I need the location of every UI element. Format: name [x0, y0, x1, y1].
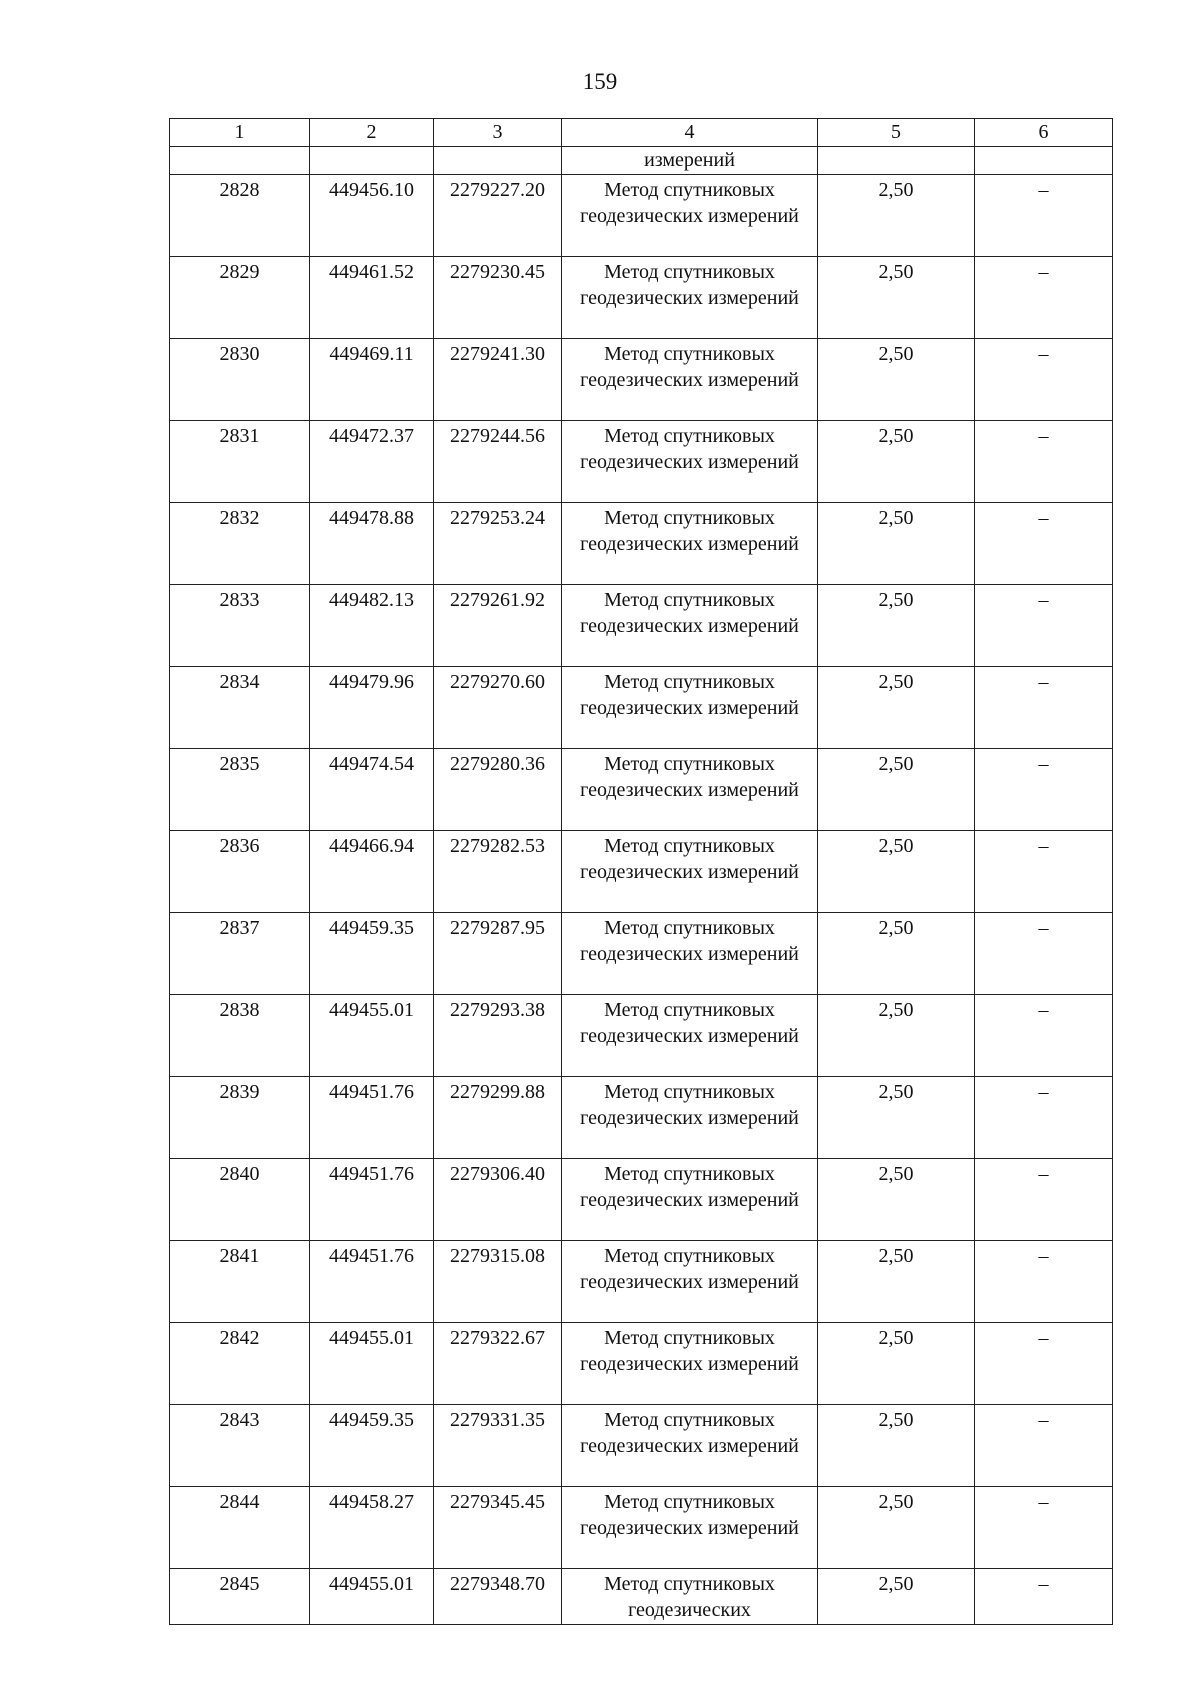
method-cell: [562, 1569, 818, 1625]
x-coordinate-cell: 449451.76: [310, 1241, 434, 1323]
point-number-cell: 2845: [170, 1569, 310, 1625]
error-value-cell: 2,50: [818, 1241, 975, 1323]
method-text: Метод спутниковых геодезических измерений: [580, 671, 799, 719]
method-text: Метод спутниковых геодезических измерений: [580, 835, 799, 883]
y-coordinate-cell: 2279230.45: [434, 257, 562, 339]
page-number: 159: [582, 69, 618, 94]
method-text: Метод спутниковых геодезических измерений: [580, 179, 799, 227]
point-number-cell: 2843: [170, 1405, 310, 1487]
method-cell: [562, 1405, 818, 1487]
point-number-cell: 2830: [170, 339, 310, 421]
table-row: [170, 1241, 1113, 1323]
error-value-cell: 2,50: [818, 1405, 975, 1487]
method-cell: [562, 1323, 818, 1405]
x-coordinate-cell: 449455.01: [310, 1323, 434, 1405]
note-cell: –: [975, 503, 1113, 585]
y-coordinate-cell: 2279322.67: [434, 1323, 562, 1405]
error-value-cell: 2,50: [818, 995, 975, 1077]
note-cell: –: [975, 339, 1113, 421]
method-text: Метод спутниковых геодезических измерений: [580, 425, 799, 473]
point-number-cell: 2833: [170, 585, 310, 667]
note-cell: –: [975, 585, 1113, 667]
note-cell: –: [975, 995, 1113, 1077]
method-cell: [562, 339, 818, 421]
note-cell: –: [975, 1405, 1113, 1487]
y-coordinate-cell: 2279244.56: [434, 421, 562, 503]
x-coordinate-cell: 449455.01: [310, 1569, 434, 1625]
note-cell: –: [975, 831, 1113, 913]
table-row: [170, 1569, 1113, 1625]
method-cell: [562, 257, 818, 339]
coordinates-table: [169, 118, 1113, 1625]
error-value-cell: 2,50: [818, 913, 975, 995]
x-cell: [310, 147, 434, 175]
note-cell: –: [975, 421, 1113, 503]
y-coordinate-cell: 2279227.20: [434, 175, 562, 257]
note-cell: –: [975, 1323, 1113, 1405]
method-cell: [562, 1487, 818, 1569]
x-coordinate-cell: 449458.27: [310, 1487, 434, 1569]
error-value-cell: 2,50: [818, 339, 975, 421]
x-coordinate-cell: 449469.11: [310, 339, 434, 421]
point-number-cell: 2836: [170, 831, 310, 913]
error-value-cell: 2,50: [818, 1323, 975, 1405]
method-cell: [562, 1159, 818, 1241]
note-cell: –: [975, 749, 1113, 831]
method-text: Метод спутниковых геодезических измерений: [580, 753, 799, 801]
table-row: [170, 831, 1113, 913]
method-cell: [562, 503, 818, 585]
column-header-3: 3: [434, 119, 562, 147]
x-coordinate-cell: 449451.76: [310, 1077, 434, 1159]
note-cell: –: [975, 1487, 1113, 1569]
y-coordinate-cell: 2279315.08: [434, 1241, 562, 1323]
method-text: Метод спутниковых геодезических измерений: [580, 261, 799, 309]
method-cell: [562, 831, 818, 913]
y-coordinate-cell: 2279280.36: [434, 749, 562, 831]
method-text: Метод спутниковых геодезических измерений: [580, 1491, 799, 1539]
table-row: [170, 503, 1113, 585]
y-coordinate-cell: 2279331.35: [434, 1405, 562, 1487]
table-row: [170, 1323, 1113, 1405]
table-row: [170, 421, 1113, 503]
y-coordinate-cell: 2279345.45: [434, 1487, 562, 1569]
table-row: [170, 339, 1113, 421]
y-coordinate-cell: 2279287.95: [434, 913, 562, 995]
table-row: [170, 749, 1113, 831]
method-cell: [562, 667, 818, 749]
header-row: [170, 119, 1113, 147]
method-text: Метод спутниковых геодезических измерений: [580, 1245, 799, 1293]
table-row: [170, 585, 1113, 667]
x-coordinate-cell: 449466.94: [310, 831, 434, 913]
method-text: Метод спутниковых геодезических измерений: [580, 343, 799, 391]
x-coordinate-cell: 449478.88: [310, 503, 434, 585]
x-coordinate-cell: 449472.37: [310, 421, 434, 503]
method-cell: [562, 585, 818, 667]
method-cell: [562, 913, 818, 995]
note-cell: [975, 147, 1113, 175]
y-coordinate-cell: 2279261.92: [434, 585, 562, 667]
y-coordinate-cell: 2279282.53: [434, 831, 562, 913]
method-text: Метод спутниковых геодезических измерений: [580, 999, 799, 1047]
x-coordinate-cell: 449479.96: [310, 667, 434, 749]
note-cell: –: [975, 667, 1113, 749]
x-coordinate-cell: 449474.54: [310, 749, 434, 831]
point-cell: [170, 147, 310, 175]
table-row: [170, 1077, 1113, 1159]
point-number-cell: 2844: [170, 1487, 310, 1569]
error-value-cell: 2,50: [818, 1569, 975, 1625]
table-row: [170, 1159, 1113, 1241]
y-coordinate-cell: 2279306.40: [434, 1159, 562, 1241]
x-coordinate-cell: 449482.13: [310, 585, 434, 667]
method-text: Метод спутниковых геодезических измерений: [580, 1081, 799, 1129]
error-value-cell: 2,50: [818, 257, 975, 339]
error-value-cell: 2,50: [818, 749, 975, 831]
error-value-cell: 2,50: [818, 1159, 975, 1241]
table-row: [170, 667, 1113, 749]
error-value-cell: 2,50: [818, 1487, 975, 1569]
error-value-cell: 2,50: [818, 175, 975, 257]
y-cell: [434, 147, 562, 175]
error-value-cell: 2,50: [818, 421, 975, 503]
point-number-cell: 2839: [170, 1077, 310, 1159]
note-cell: –: [975, 1077, 1113, 1159]
y-coordinate-cell: 2279299.88: [434, 1077, 562, 1159]
column-header-4: 4: [562, 119, 818, 147]
continuation-row: [170, 147, 1113, 175]
note-cell: –: [975, 1159, 1113, 1241]
y-coordinate-cell: 2279253.24: [434, 503, 562, 585]
table-row: [170, 995, 1113, 1077]
error-value-cell: 2,50: [818, 585, 975, 667]
table-row: [170, 1405, 1113, 1487]
error-value-cell: 2,50: [818, 667, 975, 749]
note-cell: –: [975, 1241, 1113, 1323]
method-cell: измерений: [562, 147, 818, 175]
point-number-cell: 2838: [170, 995, 310, 1077]
column-header-5: 5: [818, 119, 975, 147]
table-row: [170, 913, 1113, 995]
point-number-cell: 2840: [170, 1159, 310, 1241]
x-coordinate-cell: 449455.01: [310, 995, 434, 1077]
error-value-cell: 2,50: [818, 831, 975, 913]
method-cell: [562, 995, 818, 1077]
point-number-cell: 2828: [170, 175, 310, 257]
point-number-cell: 2837: [170, 913, 310, 995]
point-number-cell: 2834: [170, 667, 310, 749]
method-cell: [562, 421, 818, 503]
column-header-2: 2: [310, 119, 434, 147]
method-text: Метод спутниковых геодезических измерений: [580, 1163, 799, 1211]
point-number-cell: 2831: [170, 421, 310, 503]
method-text: Метод спутниковых геодезических измерений: [580, 589, 799, 637]
error-cell: [818, 147, 975, 175]
note-cell: –: [975, 175, 1113, 257]
method-cell: [562, 1077, 818, 1159]
method-text: Метод спутниковых геодезических измерений: [580, 507, 799, 555]
x-coordinate-cell: 449451.76: [310, 1159, 434, 1241]
note-cell: –: [975, 1569, 1113, 1625]
x-coordinate-cell: 449459.35: [310, 1405, 434, 1487]
point-number-cell: 2841: [170, 1241, 310, 1323]
y-coordinate-cell: 2279293.38: [434, 995, 562, 1077]
method-cell: [562, 1241, 818, 1323]
note-cell: –: [975, 913, 1113, 995]
method-text: Метод спутниковых геодезических: [604, 1573, 775, 1621]
method-text: Метод спутниковых геодезических измерений: [580, 1409, 799, 1457]
x-coordinate-cell: 449461.52: [310, 257, 434, 339]
point-number-cell: 2832: [170, 503, 310, 585]
y-coordinate-cell: 2279348.70: [434, 1569, 562, 1625]
error-value-cell: 2,50: [818, 503, 975, 585]
note-cell: –: [975, 257, 1113, 339]
point-number-cell: 2835: [170, 749, 310, 831]
x-coordinate-cell: 449456.10: [310, 175, 434, 257]
method-cell: [562, 175, 818, 257]
method-cell: [562, 749, 818, 831]
method-text: Метод спутниковых геодезических измерений: [580, 917, 799, 965]
y-coordinate-cell: 2279241.30: [434, 339, 562, 421]
error-value-cell: 2,50: [818, 1077, 975, 1159]
x-coordinate-cell: 449459.35: [310, 913, 434, 995]
column-header-1: 1: [170, 119, 310, 147]
column-header-6: 6: [975, 119, 1113, 147]
method-text: Метод спутниковых геодезических измерений: [580, 1327, 799, 1375]
point-number-cell: 2842: [170, 1323, 310, 1405]
table-row: [170, 175, 1113, 257]
point-number-cell: 2829: [170, 257, 310, 339]
table-row: [170, 257, 1113, 339]
y-coordinate-cell: 2279270.60: [434, 667, 562, 749]
table-row: [170, 1487, 1113, 1569]
